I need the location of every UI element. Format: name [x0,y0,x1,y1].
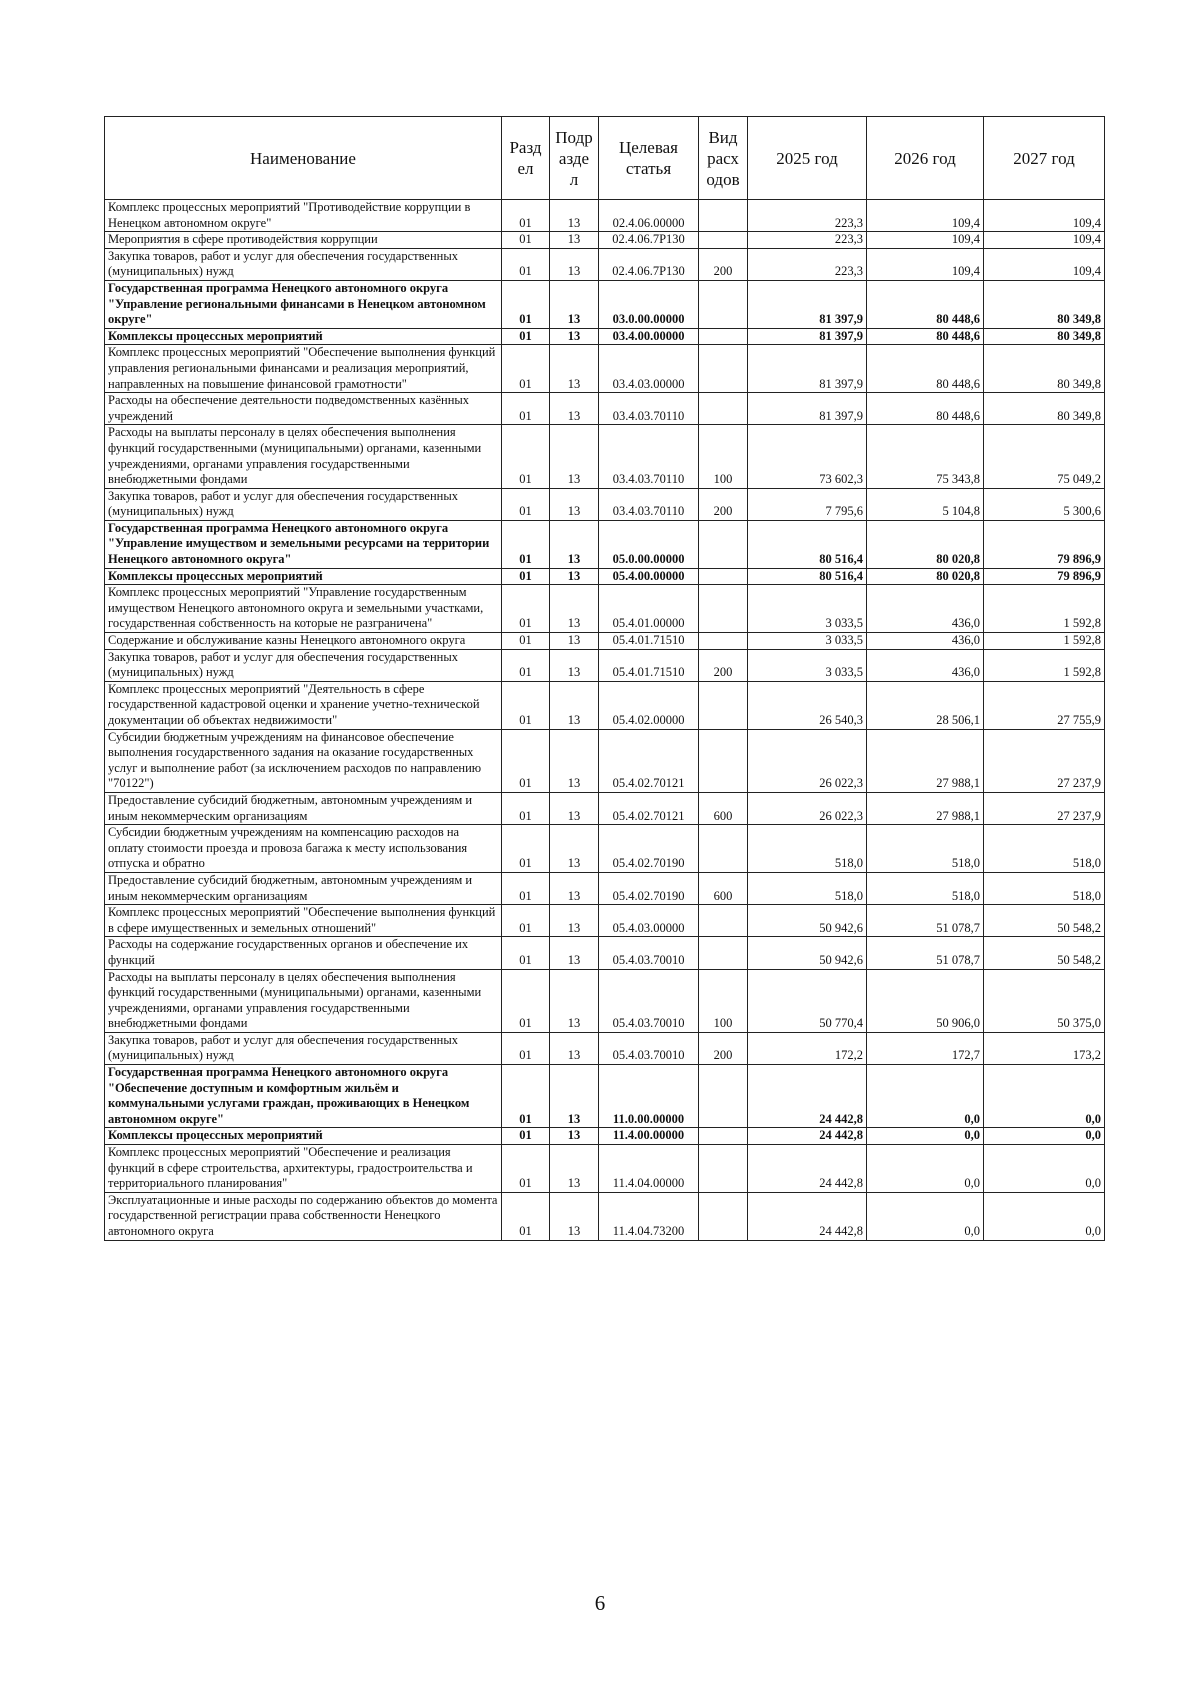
row-name: Комплексы процессных мероприятий [105,1128,502,1145]
row-name: Комплекс процессных мероприятий "Обеспечение и реализация функций в сфере строительства, архитектуры, градостроительства и территориального планирования" [105,1145,502,1193]
table-row [105,585,1105,633]
row-expense-type [699,905,748,937]
row-value-2025: 81 397,9 [748,328,867,345]
row-subsection: 13 [550,633,599,650]
table-row [105,280,1105,328]
row-name: Эксплуатационные и иные расходы по содержанию объектов до момента государственной регистрации права собственности Ненецкого автономного округа [105,1192,502,1240]
row-expense-type [699,232,748,249]
row-value-2026: 80 020,8 [867,520,984,568]
row-value-2026: 109,4 [867,232,984,249]
row-value-2027: 50 548,2 [984,905,1105,937]
row-value-2027: 80 349,8 [984,280,1105,328]
row-target: 03.4.03.70110 [599,425,699,488]
row-subsection: 13 [550,280,599,328]
row-subsection: 13 [550,520,599,568]
row-value-2025: 80 516,4 [748,568,867,585]
row-value-2026: 50 906,0 [867,969,984,1032]
table-row [105,248,1105,280]
row-value-2025: 24 442,8 [748,1145,867,1193]
row-name: Закупка товаров, работ и услуг для обеспечения государственных (муниципальных) нужд [105,488,502,520]
row-section: 01 [502,825,550,873]
budget-table [104,116,1105,1241]
table-row [105,649,1105,681]
row-value-2026: 80 448,6 [867,328,984,345]
row-name: Субсидии бюджетным учреждениям на компенсацию расходов на оплату стоимости проезда и провоза багажа к месту использования отпуска и обратно [105,825,502,873]
table-row [105,345,1105,393]
row-subsection: 13 [550,568,599,585]
row-expense-type: 200 [699,488,748,520]
row-expense-type [699,1145,748,1193]
row-value-2025: 24 442,8 [748,1128,867,1145]
row-value-2026: 109,4 [867,200,984,232]
row-value-2027: 0,0 [984,1145,1105,1193]
row-value-2027: 109,4 [984,248,1105,280]
row-expense-type [699,937,748,969]
row-subsection: 13 [550,248,599,280]
row-value-2026: 0,0 [867,1145,984,1193]
row-value-2025: 26 540,3 [748,681,867,729]
row-value-2026: 80 448,6 [867,345,984,393]
row-expense-type [699,280,748,328]
row-target: 11.4.04.73200 [599,1192,699,1240]
row-name: Предоставление субсидий бюджетным, автономным учреждениям и иным некоммерческим организациям [105,792,502,824]
table-row [105,825,1105,873]
header-name: Наименование [105,117,502,200]
row-target: 05.4.01.71510 [599,649,699,681]
row-value-2025: 518,0 [748,872,867,904]
header-2026: 2026 год [867,117,984,200]
row-section: 01 [502,792,550,824]
row-value-2025: 223,3 [748,232,867,249]
row-value-2025: 3 033,5 [748,649,867,681]
row-subsection: 13 [550,200,599,232]
table-row [105,520,1105,568]
row-expense-type: 100 [699,425,748,488]
row-value-2027: 1 592,8 [984,633,1105,650]
row-name: Комплексы процессных мероприятий [105,328,502,345]
row-expense-type [699,633,748,650]
row-value-2027: 50 548,2 [984,937,1105,969]
row-value-2026: 75 343,8 [867,425,984,488]
row-section: 01 [502,681,550,729]
row-value-2027: 5 300,6 [984,488,1105,520]
row-subsection: 13 [550,393,599,425]
row-section: 01 [502,872,550,904]
row-name: Закупка товаров, работ и услуг для обеспечения государственных (муниципальных) нужд [105,1032,502,1064]
row-section: 01 [502,1032,550,1064]
row-section: 01 [502,393,550,425]
table-row [105,633,1105,650]
row-name: Государственная программа Ненецкого автономного округа "Обеспечение доступным и комфортным жильём и коммунальными услугами граждан, проживающих в Ненецком автономном округе" [105,1065,502,1128]
row-expense-type [699,568,748,585]
table-row [105,425,1105,488]
row-name: Комплекс процессных мероприятий "Противодействие коррупции в Ненецком автономном округе" [105,200,502,232]
row-subsection: 13 [550,1145,599,1193]
row-target: 11.0.00.00000 [599,1065,699,1128]
header-target: Целевая статья [599,117,699,200]
row-target: 03.4.03.70110 [599,488,699,520]
row-value-2026: 27 988,1 [867,729,984,792]
table-row [105,328,1105,345]
row-expense-type [699,585,748,633]
row-target: 05.4.02.70190 [599,872,699,904]
row-value-2026: 109,4 [867,248,984,280]
row-target: 05.4.03.00000 [599,905,699,937]
table-row [105,729,1105,792]
header-subsection: Подр азде л [550,117,599,200]
row-value-2025: 73 602,3 [748,425,867,488]
row-value-2027: 27 755,9 [984,681,1105,729]
table-row [105,872,1105,904]
row-value-2027: 0,0 [984,1128,1105,1145]
row-subsection: 13 [550,585,599,633]
row-value-2026: 518,0 [867,825,984,873]
row-value-2027: 80 349,8 [984,345,1105,393]
row-value-2027: 80 349,8 [984,393,1105,425]
row-value-2025: 81 397,9 [748,393,867,425]
row-value-2026: 436,0 [867,649,984,681]
row-expense-type [699,729,748,792]
row-subsection: 13 [550,328,599,345]
row-name: Предоставление субсидий бюджетным, автономным учреждениям и иным некоммерческим организациям [105,872,502,904]
row-value-2027: 1 592,8 [984,585,1105,633]
row-section: 01 [502,969,550,1032]
row-name: Комплекс процессных мероприятий "Обеспечение выполнения функций в сфере имущественных и земельных отношений" [105,905,502,937]
row-expense-type [699,393,748,425]
row-value-2026: 0,0 [867,1128,984,1145]
row-section: 01 [502,520,550,568]
row-section: 01 [502,1128,550,1145]
row-value-2027: 109,4 [984,200,1105,232]
row-expense-type [699,825,748,873]
row-subsection: 13 [550,1128,599,1145]
row-target: 03.0.00.00000 [599,280,699,328]
row-value-2026: 28 506,1 [867,681,984,729]
row-target: 05.4.01.71510 [599,633,699,650]
row-section: 01 [502,328,550,345]
row-name: Субсидии бюджетным учреждениям на финансовое обеспечение выполнения государственного задания на оказание государственных услуг и выполнение работ (за исключением расходов по направлению "70122") [105,729,502,792]
row-expense-type [699,200,748,232]
row-subsection: 13 [550,872,599,904]
row-target: 05.4.02.70121 [599,792,699,824]
row-value-2025: 24 442,8 [748,1065,867,1128]
row-subsection: 13 [550,969,599,1032]
row-section: 01 [502,1192,550,1240]
row-name: Содержание и обслуживание казны Ненецкого автономного округа [105,633,502,650]
row-name: Комплекс процессных мероприятий "Обеспечение выполнения функций управления региональными финансами и реализация мероприятий, направленных на повышение финансовой грамотности" [105,345,502,393]
row-expense-type: 200 [699,1032,748,1064]
row-target: 03.4.00.00000 [599,328,699,345]
row-value-2025: 7 795,6 [748,488,867,520]
table-row [105,1032,1105,1064]
row-value-2027: 80 349,8 [984,328,1105,345]
table-row [105,232,1105,249]
row-section: 01 [502,488,550,520]
row-value-2027: 518,0 [984,825,1105,873]
row-name: Государственная программа Ненецкого автономного округа "Управление имуществом и земельными ресурсами на территории Ненецкого автономного округа" [105,520,502,568]
row-subsection: 13 [550,1065,599,1128]
row-value-2027: 27 237,9 [984,792,1105,824]
row-section: 01 [502,937,550,969]
row-name: Комплекс процессных мероприятий "Управление государственным имуществом Ненецкого автономного округа и земельными участками, государственная собственность на которые не разграничена" [105,585,502,633]
row-value-2027: 173,2 [984,1032,1105,1064]
row-name: Комплекс процессных мероприятий "Деятельность в сфере государственной кадастровой оценки и хранение учетно-технической документации об объектах недвижимости" [105,681,502,729]
row-subsection: 13 [550,345,599,393]
row-value-2027: 109,4 [984,232,1105,249]
row-subsection: 13 [550,1192,599,1240]
row-section: 01 [502,633,550,650]
row-value-2027: 0,0 [984,1192,1105,1240]
row-subsection: 13 [550,649,599,681]
table-row [105,568,1105,585]
table-row [105,1145,1105,1193]
row-value-2027: 75 049,2 [984,425,1105,488]
row-value-2025: 172,2 [748,1032,867,1064]
row-expense-type: 200 [699,649,748,681]
table-row [105,1065,1105,1128]
table-row [105,393,1105,425]
row-expense-type [699,1192,748,1240]
row-value-2025: 3 033,5 [748,633,867,650]
table-row [105,792,1105,824]
row-name: Расходы на выплаты персоналу в целях обеспечения выполнения функций государственными (муниципальными) органами, казенными учреждениями, органами управления государственными внебюджетными фондами [105,425,502,488]
row-value-2027: 50 375,0 [984,969,1105,1032]
row-value-2026: 80 020,8 [867,568,984,585]
row-section: 01 [502,248,550,280]
header-2025: 2025 год [748,117,867,200]
row-target: 02.4.06.7Р130 [599,248,699,280]
row-target: 05.4.03.70010 [599,937,699,969]
row-section: 01 [502,1065,550,1128]
row-value-2026: 518,0 [867,872,984,904]
row-name: Расходы на выплаты персоналу в целях обеспечения выполнения функций государственными (муниципальными) органами, казенными учреждениями, органами управления государственными внебюджетными фондами [105,969,502,1032]
row-expense-type: 600 [699,792,748,824]
row-expense-type [699,345,748,393]
header-2027: 2027 год [984,117,1105,200]
row-value-2026: 436,0 [867,585,984,633]
row-expense-type [699,681,748,729]
row-value-2026: 80 448,6 [867,393,984,425]
row-name: Расходы на содержание государственных органов и обеспечение их функций [105,937,502,969]
row-value-2025: 81 397,9 [748,280,867,328]
row-value-2025: 24 442,8 [748,1192,867,1240]
row-value-2027: 79 896,9 [984,520,1105,568]
row-subsection: 13 [550,488,599,520]
row-section: 01 [502,649,550,681]
row-subsection: 13 [550,1032,599,1064]
table-row [105,905,1105,937]
row-value-2026: 0,0 [867,1065,984,1128]
row-expense-type: 200 [699,248,748,280]
row-value-2026: 51 078,7 [867,937,984,969]
row-value-2026: 51 078,7 [867,905,984,937]
row-value-2025: 223,3 [748,248,867,280]
row-target: 05.4.02.70190 [599,825,699,873]
row-value-2026: 172,7 [867,1032,984,1064]
row-value-2025: 50 770,4 [748,969,867,1032]
row-value-2027: 0,0 [984,1065,1105,1128]
row-value-2025: 518,0 [748,825,867,873]
row-subsection: 13 [550,937,599,969]
row-name: Закупка товаров, работ и услуг для обеспечения государственных (муниципальных) нужд [105,649,502,681]
row-target: 05.4.03.70010 [599,969,699,1032]
row-value-2027: 1 592,8 [984,649,1105,681]
table-row [105,1192,1105,1240]
table-body [105,200,1105,1241]
row-subsection: 13 [550,425,599,488]
row-name: Мероприятия в сфере противодействия коррупции [105,232,502,249]
row-section: 01 [502,905,550,937]
row-expense-type: 100 [699,969,748,1032]
row-subsection: 13 [550,905,599,937]
row-section: 01 [502,280,550,328]
row-expense-type [699,1065,748,1128]
row-value-2025: 26 022,3 [748,729,867,792]
table-header-row [105,117,1105,200]
row-value-2026: 27 988,1 [867,792,984,824]
row-subsection: 13 [550,792,599,824]
table-row [105,488,1105,520]
row-target: 11.4.00.00000 [599,1128,699,1145]
row-section: 01 [502,200,550,232]
row-value-2025: 50 942,6 [748,905,867,937]
page-number: 6 [594,1591,606,1615]
header-expense-type: Вид расх одов [699,117,748,200]
row-section: 01 [502,568,550,585]
row-target: 05.4.00.00000 [599,568,699,585]
row-value-2025: 80 516,4 [748,520,867,568]
row-expense-type [699,520,748,568]
row-subsection: 13 [550,681,599,729]
row-value-2027: 79 896,9 [984,568,1105,585]
table-row [105,681,1105,729]
row-name: Расходы на обеспечение деятельности подведомственных казённых учреждений [105,393,502,425]
row-expense-type: 600 [699,872,748,904]
row-section: 01 [502,729,550,792]
row-value-2025: 50 942,6 [748,937,867,969]
table-row [105,1128,1105,1145]
row-value-2026: 0,0 [867,1192,984,1240]
row-target: 05.4.02.00000 [599,681,699,729]
row-name: Закупка товаров, работ и услуг для обеспечения государственных (муниципальных) нужд [105,248,502,280]
row-section: 01 [502,1145,550,1193]
table-row [105,969,1105,1032]
row-value-2026: 5 104,8 [867,488,984,520]
row-section: 01 [502,585,550,633]
row-value-2026: 436,0 [867,633,984,650]
row-target: 03.4.03.70110 [599,393,699,425]
row-target: 03.4.03.00000 [599,345,699,393]
row-target: 05.4.03.70010 [599,1032,699,1064]
row-name: Комплексы процессных мероприятий [105,568,502,585]
row-section: 01 [502,425,550,488]
row-target: 02.4.06.7Р130 [599,232,699,249]
table-row [105,937,1105,969]
row-target: 05.4.01.00000 [599,585,699,633]
row-value-2025: 3 033,5 [748,585,867,633]
row-section: 01 [502,232,550,249]
row-section: 01 [502,345,550,393]
row-expense-type [699,328,748,345]
row-value-2027: 518,0 [984,872,1105,904]
row-target: 11.4.04.00000 [599,1145,699,1193]
row-subsection: 13 [550,729,599,792]
row-subsection: 13 [550,825,599,873]
table-row [105,200,1105,232]
header-section: Разд ел [502,117,550,200]
row-subsection: 13 [550,232,599,249]
row-value-2026: 80 448,6 [867,280,984,328]
row-name: Государственная программа Ненецкого автономного округа "Управление региональными финансами в Ненецком автономном округе" [105,280,502,328]
row-target: 02.4.06.00000 [599,200,699,232]
row-target: 05.0.00.00000 [599,520,699,568]
row-value-2025: 26 022,3 [748,792,867,824]
row-target: 05.4.02.70121 [599,729,699,792]
row-value-2027: 27 237,9 [984,729,1105,792]
row-expense-type [699,1128,748,1145]
row-value-2025: 223,3 [748,200,867,232]
row-value-2025: 81 397,9 [748,345,867,393]
